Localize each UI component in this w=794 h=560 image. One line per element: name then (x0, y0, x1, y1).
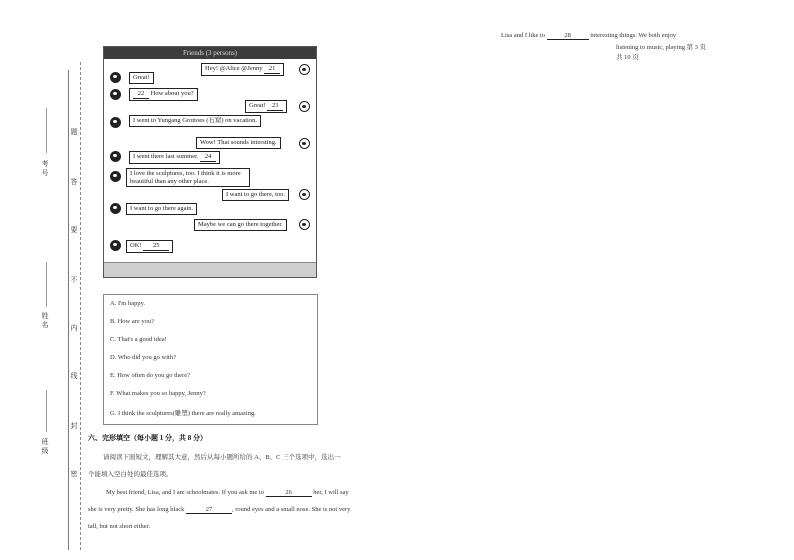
chat-message-5: I went to Yungang Grottoes (石窟) on vacation. (129, 115, 261, 127)
instruction-line-2: 个能填入空白处的最佳选项。 (88, 471, 173, 478)
total-pages: 共 10 页 (616, 54, 639, 61)
chat-message-6: Wow! That sounds intersting. (196, 137, 281, 149)
seal-char-0: 题 (70, 128, 78, 135)
option-f: F. What makes you so happy, Jenny? (110, 390, 206, 397)
chat-message-11: Maybe we can go there together. (194, 219, 287, 231)
chat-screenshot (103, 46, 317, 278)
avatar-alice-icon (299, 101, 310, 112)
seal-char-3: 不 (70, 276, 78, 283)
avatar-alice-icon (299, 64, 310, 75)
seal-char-6: 封 (70, 422, 78, 429)
page-number: 第 3 页 (686, 44, 707, 51)
binding-line (68, 70, 69, 550)
seal-dashed-line (80, 62, 81, 550)
right-line-1: Lisa and I like to 28 interesting things. We both enjoy (501, 32, 677, 39)
avatar-jenny-icon (110, 240, 121, 251)
name-underline (46, 262, 47, 307)
class-underline (46, 390, 47, 432)
exam-number-label: 考 号 (41, 160, 49, 176)
option-e: E. How often do you go there? (110, 372, 190, 379)
chat-message-2: Great! (129, 72, 154, 84)
instruction-line-1: 请阅读下面短文，理解其大意，然后从每小题所给的 A、B、C 三个选项中，选出一 (103, 454, 341, 461)
chat-message-12: OK! 25 (126, 240, 173, 253)
seal-char-5: 线 (70, 372, 78, 379)
avatar-lisa-icon (110, 89, 121, 100)
chat-message-3: 22 How about you? (129, 88, 198, 101)
option-a: A. I'm happy. (110, 300, 146, 307)
avatar-alice-icon (299, 219, 310, 230)
right-line-2: listening to music, playing 第 3 页 (616, 44, 707, 51)
seal-char-7: 密 (70, 470, 78, 477)
avatar-lisa-icon (110, 171, 121, 182)
class-label: 班 级 (41, 438, 49, 454)
passage-line-1: My best friend, Lisa, and I are schoolmates. If you ask me to 26 her, I will say (106, 489, 349, 496)
seal-char-2: 要 (70, 226, 78, 233)
chat-title: Friends (3 persons) (104, 47, 316, 59)
avatar-lisa-icon (110, 117, 121, 128)
name-label: 姓 名 (41, 312, 49, 328)
chat-message-7: I went there last summer. 24 (129, 151, 220, 164)
section-heading: 六、完形填空（每小题 1 分，共 8 分） (88, 434, 207, 442)
seal-char-1: 答 (70, 178, 78, 185)
option-b: B. How are you? (110, 318, 155, 325)
options-box (103, 294, 318, 425)
exam-number-underline (46, 108, 47, 153)
passage-line-2: she is very pretty. She has long black 27 , round eyes and a small nose. She is not very (88, 506, 351, 513)
seal-char-4: 内 (70, 324, 78, 331)
option-c: C. That's a good idea! (110, 336, 167, 343)
chat-message-1: Hey! @Alice @Jenny 21 (201, 63, 284, 76)
option-d: D. Who did you go with? (110, 354, 176, 361)
chat-message-8: I love the sculptures, too. I think it is more beautiful than any other place. (126, 168, 250, 187)
avatar-alice-icon (299, 138, 310, 149)
chat-message-4: Great! 23 (245, 100, 287, 113)
avatar-jenny-icon (110, 203, 121, 214)
avatar-jenny-icon (110, 151, 121, 162)
passage-line-3: tall, but not short either. (88, 523, 151, 530)
chat-input-bar (104, 262, 316, 277)
avatar-jenny-icon (110, 72, 121, 83)
avatar-alice-icon (299, 189, 310, 200)
chat-message-9: I want to go there, too. (222, 189, 289, 201)
option-g: G. I think the sculptures(雕塑) there are really amazing. (110, 410, 256, 417)
chat-message-10: I want to go there again. (126, 203, 197, 215)
